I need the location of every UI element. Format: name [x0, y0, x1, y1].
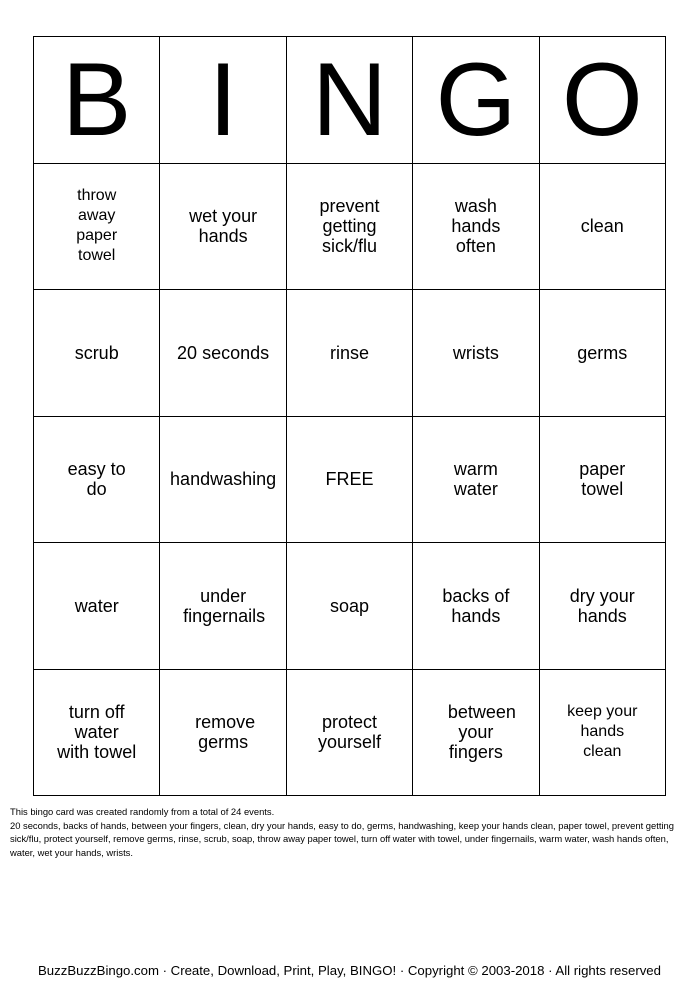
header-letter: G: [435, 41, 517, 158]
bingo-square: [413, 417, 539, 544]
bingo-square: [34, 543, 160, 670]
square-label: dry your hands: [569, 585, 635, 626]
bingo-square: [287, 290, 413, 417]
square-label: remove germs: [195, 712, 256, 753]
header-cell-o: [540, 37, 666, 164]
bingo-square: [540, 670, 666, 797]
square-label: germs: [577, 342, 628, 363]
footer-text: BuzzBuzzBingo.com · Create, Download, Print, Play, BINGO! · Copyright © 2003-2018 · All rights reserved: [38, 963, 661, 978]
square-label: wash hands often: [451, 196, 501, 257]
bingo-square: [413, 543, 539, 670]
bingo-square: [413, 670, 539, 797]
card-summary: This bingo card was created randomly from a total of 24 events.: [10, 806, 275, 817]
square-label: paper towel: [579, 459, 626, 500]
square-label: warm water: [453, 459, 498, 500]
header-cell-n: [287, 37, 413, 164]
bingo-card: [33, 36, 666, 796]
square-label: prevent getting sick/flu: [319, 196, 380, 257]
header-letter: I: [208, 41, 238, 158]
square-label: throw away paper towel: [76, 187, 118, 265]
bingo-square: [160, 164, 286, 291]
event-list: 20 seconds, backs of hands, between your fingers, clean, dry your hands, easy to do, germs, handwashing, keep your hands clean, paper towel, prevent getting sick/flu, protect yourself, remove germs, rinse, scrub, soap, throw away paper towel, turn off water with towel, under fingernails, warm water, wash hands often, water, wet your hands, wrists.: [10, 819, 674, 858]
bingo-square: [287, 164, 413, 291]
card-info: [10, 805, 685, 859]
bingo-square: [540, 417, 666, 544]
square-label: between your fingers: [447, 702, 516, 763]
bingo-square: [160, 670, 286, 797]
square-label: clean: [580, 216, 624, 237]
bingo-square: [287, 670, 413, 797]
header-cell-g: [413, 37, 539, 164]
bingo-square: [34, 164, 160, 291]
free-square: [287, 417, 413, 544]
bingo-square: [413, 164, 539, 291]
bingo-square: [160, 417, 286, 544]
square-label: handwashing: [170, 469, 277, 490]
square-label: water: [74, 595, 119, 616]
square-label: wrists: [452, 342, 499, 363]
square-label: soap: [329, 595, 370, 616]
bingo-square: [34, 417, 160, 544]
header-cell-b: [34, 37, 160, 164]
square-label: under fingernails: [183, 585, 266, 626]
bingo-square: [540, 164, 666, 291]
square-label: keep your hands clean: [567, 703, 638, 761]
square-label: backs of hands: [442, 585, 510, 626]
bingo-square: [34, 670, 160, 797]
square-label: wet your hands: [189, 206, 258, 247]
header-letter: O: [561, 41, 643, 158]
square-label: scrub: [74, 342, 119, 363]
bingo-square: [34, 290, 160, 417]
header-letter: B: [62, 41, 132, 158]
bingo-square: [540, 290, 666, 417]
square-label: 20 seconds: [177, 342, 270, 363]
bingo-square: [160, 290, 286, 417]
bingo-square: [413, 290, 539, 417]
header-letter: N: [311, 41, 388, 158]
square-label: protect yourself: [317, 712, 381, 753]
square-label: FREE: [325, 469, 374, 490]
square-label: turn off water with towel: [57, 702, 137, 763]
square-label: easy to do: [67, 459, 126, 500]
bingo-square: [287, 543, 413, 670]
header-cell-i: [160, 37, 286, 164]
bingo-square: [160, 543, 286, 670]
square-label: rinse: [329, 342, 369, 363]
bingo-square: [540, 543, 666, 670]
